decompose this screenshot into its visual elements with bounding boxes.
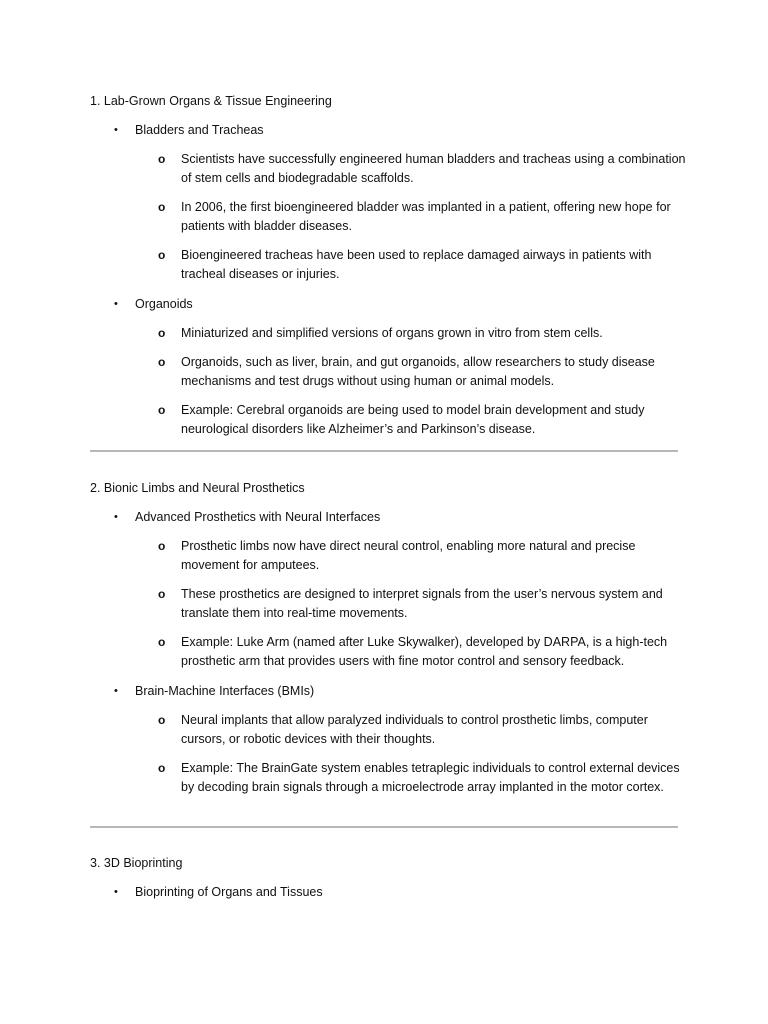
list-item-text: Bioengineered tracheas have been used to replace damaged airways in patients with tracheal diseases or injuries. (181, 248, 652, 281)
sub-marker: o (158, 587, 166, 601)
section-divider (90, 826, 678, 828)
bullet-label: Advanced Prosthetics with Neural Interfaces (135, 510, 381, 524)
list-item-text: In 2006, the first bioengineered bladder was implanted in a patient, offering new hope for patients with bladder diseases. (181, 200, 671, 233)
bullet-marker: • (114, 124, 118, 136)
bullet-marker: • (114, 298, 118, 310)
list-item-text: Prosthetic limbs now have direct neural control, enabling more natural and precise movement for amputees. (181, 539, 636, 572)
list-item-text: Neural implants that allow paralyzed individuals to control prosthetic limbs, computer cursors, or robotic devices with their thoughts. (181, 713, 648, 746)
list-item-text: Miniaturized and simplified versions of organs grown in vitro from stem cells. (181, 326, 603, 340)
sub-marker: o (158, 326, 166, 340)
section-heading: 2. Bionic Limbs and Neural Prosthetics (90, 481, 305, 495)
bullet-marker: • (114, 886, 118, 898)
list-item-text: Example: Cerebral organoids are being used to model brain development and study neurological disorders like Alzheimer’s and Parkinson’s disease. (181, 403, 645, 436)
bullet-label: Bladders and Tracheas (135, 123, 264, 137)
bullet-label: Brain-Machine Interfaces (BMIs) (135, 684, 315, 698)
list-item-text: Scientists have successfully engineered human bladders and tracheas using a combination of stem cells and biodegradable scaffolds. (181, 152, 686, 185)
list-item-text: Example: Luke Arm (named after Luke Skywalker), developed by DARPA, is a high-tech prosthetic arm that provides users with fine motor control and sensory feedback. (181, 635, 668, 668)
list-item-text: Organoids, such as liver, brain, and gut organoids, allow researchers to study disease mechanisms and test drugs without using human or animal models. (181, 355, 655, 388)
bullet-marker: • (114, 511, 118, 523)
sub-marker: o (158, 152, 166, 166)
bullet-marker: • (114, 685, 118, 697)
sub-marker: o (158, 539, 166, 553)
sub-marker: o (158, 761, 166, 775)
sub-marker: o (158, 248, 166, 262)
section-heading: 1. Lab-Grown Organs & Tissue Engineering (90, 94, 332, 108)
sub-marker: o (158, 200, 166, 214)
sub-marker: o (158, 713, 166, 727)
list-item-text: These prosthetics are designed to interpret signals from the user’s nervous system and translate them into real-time movements. (181, 587, 663, 620)
section-divider (90, 450, 678, 452)
sub-marker: o (158, 403, 166, 417)
bullet-label: Organoids (135, 297, 193, 311)
section-heading: 3. 3D Bioprinting (90, 856, 183, 870)
sub-marker: o (158, 355, 166, 369)
list-item-text: Example: The BrainGate system enables tetraplegic individuals to control external devices by decoding brain signals through a microelectrode array implanted in the motor cortex. (181, 761, 680, 794)
bullet-label: Bioprinting of Organs and Tissues (135, 885, 323, 899)
sub-marker: o (158, 635, 166, 649)
